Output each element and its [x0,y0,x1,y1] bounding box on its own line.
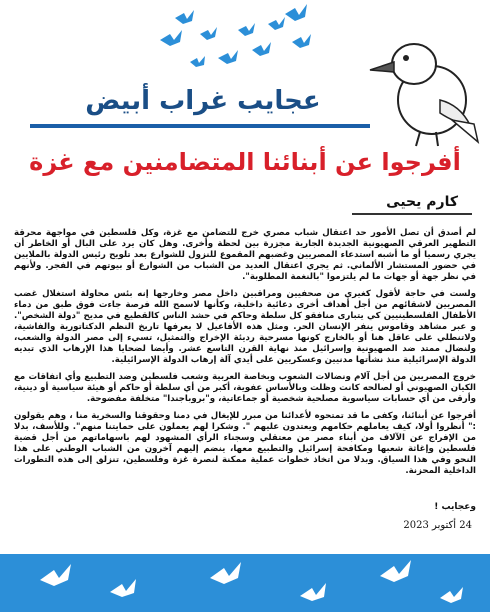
white-crow-logo [370,44,478,146]
masthead-divider [30,124,370,128]
paragraph: خروج المصريين من أجل آلام ونضالات الشعوب وبخاصة العربية وشعب فلسطين وضد التطبيع وأي اتفاقات مع الكيان الصهيوني أو لصالحه كانت وظلت وبالأساس عفوية، أكبر من أي سلطة أو حاكم أو هيئة سياسية أو دينية، وأرقى من أي حسابات سياسوية مصلحية شخصية أو جماعاتية، و"بروباجندا" متخلفة مفضوحة. [14,372,476,404]
flying-birds-icon [160,4,311,67]
footer-graphic [0,540,490,612]
article-headline: أفرجوا عن أبنائنا المتضامنين مع غزة [29,148,461,176]
author-underline [352,213,472,215]
paragraph: ولست في حاجة لأقول كغيري من صحفيين ومراقبين داخل مصر وخارجها إنه بئس محاولة استغلال غضب المصريين لاشقائهم من أجل أهداف أخرى دعائية داخلية، وكأنها لاسمح الله فرصة جاءت فوق طبق من دماء الأطفال الفلسطينيين كي يتبارى منافقو كل سلطة وحاكم في حشد الناس كالقطيع في مديح "دولة الشخص". و عبر مشاهد وقاموس ينفر الإنسان الحر. ومثل هذه الأفاعيل لا يعرفها تاريخ النظم الدكتاتورية والفاشية، ولاتنطلي على عاقل هنا أو بالخارج كونها مسرحية رديئة الإخراج والتمثيل، تسيء إلى مصر الدولة والشعب، ولنضال ممتد ضد الصهيونية وإسرائيل منذ نهاية القرن التاسع عشر. وأيضا لضحايا هذا الإرهاب الذي تبديه الدولة الإسرائيلية منذ نشأتها مدنيين وعسكريين على أيدي آلة إرهاب الدولة الإسرائيلية. [14,289,476,365]
paragraph: أفرجوا عن أبنائنا، وكفى ما قد تمتحوه لأعدائنا من مبرر للإيغال في دمنا وحقوقنا والسخرية منا ، وهم يقولون :" أنظروا أولا، كيف يعاملهم حكامهم ويعتدون عليهم ". وشكرا لهم يعملون على حمايتنا منهم". وللأسف، بدلا من الإفراج عن الآلاف من أبناء مصر من معتقلي وسجناء الرأي المشهود لهم باسهاماتهم من أجل قضية فلسطين وإغاثة شعبها ومكافحة إسرائيل والتطبيع معها، ينضم إليهم آخرون من الشباب الوطني على هذا النحو وفي هذا السياق. وبدلا من اتخاذ خطوات عملية ممكنة لنصرة غزة وفلسطين، تنزلق إلى هذه التطورات الداخلية المحزنة. [14,411,476,476]
signoff: وعجايب ! [434,502,476,512]
footer-band [0,554,490,612]
footer-decoration [0,540,490,612]
author-name: كارم يحيى [386,194,458,210]
masthead [0,0,490,150]
publish-date: 24 أكتوبر 2023 [403,520,472,531]
masthead-title: عجايب غراب أبيض [85,86,321,116]
article-body [14,228,476,483]
paragraph: لم أصدق أن تصل الأمور حد اعتقال شباب مصري خرج للتضامن مع غزة، وكل فلسطين في مواجهة محرقة التطهير العرقي الصهيونية الجديدة الجارية مجزرة بين لحظة وأخرى. وهل كان يرد على البال أو الخاطر أن يجري رسميا أو ما أشبه استدعاء المصريين وغضبهم المقموع للنزول للشوارع بعد تلويح رئيس الدولة بالملايين في حضور المستشار الألماني. ثم يجري اعتقال العديد من الشباب من الشوارع أو بيوتهم في الفجر. ولأنهم في نظر جهة أو جهات ما لم يلتزموا "بالنغمة المطلوبة". [14,228,476,282]
